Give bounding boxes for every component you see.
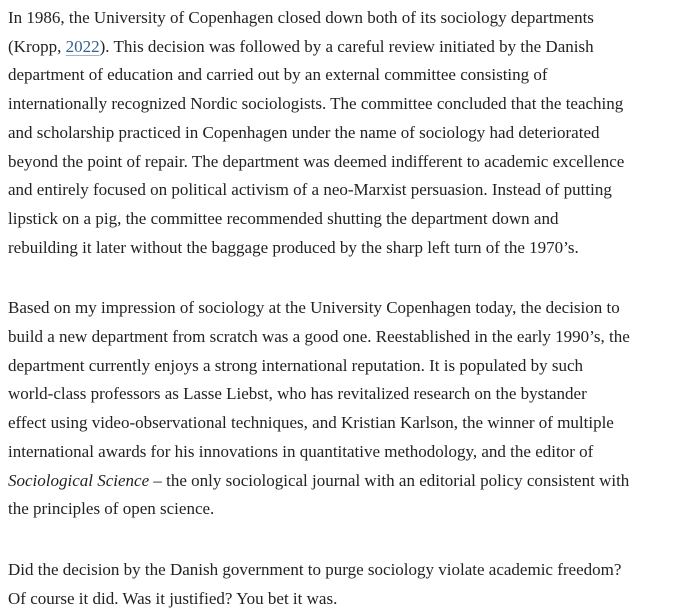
- paragraph-1: [8, 4, 672, 262]
- text-line: [8, 495, 672, 524]
- text-run: rebuilding it later without the baggage produced by the sharp left turn of the 1970’s.: [8, 237, 579, 257]
- text-run: – the only sociological journal with an editorial policy consistent with: [149, 470, 630, 490]
- text-run: In 1986, the University of Copenhagen closed down both of its sociology departments: [8, 8, 594, 27]
- text-line: [8, 148, 672, 177]
- text-line: [8, 409, 672, 438]
- journal-title: Sociological Science: [8, 470, 150, 490]
- text-line: [8, 294, 672, 323]
- text-run: (Kropp,: [8, 36, 66, 56]
- paragraph-2: [8, 294, 672, 524]
- text-line: [8, 585, 672, 613]
- text-line: [8, 234, 672, 263]
- text-run: and entirely focused on political activism of a neo-Marxist persuasion. Instead of putting: [8, 180, 612, 200]
- text-line: [8, 176, 672, 205]
- text-run: world-class professors as Lasse Liebst, who has revitalized research on the bystander: [8, 384, 587, 404]
- text-run: and scholarship practiced in Copenhagen under the name of sociology had deteriorated: [8, 122, 600, 142]
- text-line: [8, 467, 672, 496]
- text-line: [8, 323, 672, 352]
- text-run: ). This decision was followed by a careful review initiated by the Danish: [99, 36, 594, 56]
- text-run: effect using video-observational techniques, and Kristian Karlson, the winner of multiple: [8, 413, 614, 433]
- text-run: internationally recognized Nordic sociologists. The committee concluded that the teaching: [8, 94, 624, 114]
- text-line: [8, 205, 672, 234]
- text-run: international awards for his innovations in quantitative methodology, and the editor of: [8, 441, 594, 461]
- paragraph-3: [8, 556, 672, 613]
- text-line: [8, 4, 672, 33]
- text-line: [8, 90, 672, 119]
- text-run: department of education and carried out by an external committee consisting of: [8, 65, 548, 85]
- text-line: [8, 33, 672, 62]
- text-line: [8, 61, 672, 90]
- text-line: [8, 352, 672, 381]
- text-run: department currently enjoys a strong international reputation. It is populated by such: [8, 355, 584, 375]
- text-line: [8, 119, 672, 148]
- citation-link-2022[interactable]: 2022: [65, 36, 100, 56]
- text-run: build a new department from scratch was a good one. Reestablished in the early 1990’s, the: [8, 327, 630, 347]
- text-run: beyond the point of repair. The department was deemed indifferent to academic excellence: [8, 151, 625, 171]
- text-run: Did the decision by the Danish government to purge sociology violate academic freedom?: [8, 559, 622, 579]
- text-run: lipstick on a pig, the committee recommended shutting the department down and: [8, 208, 559, 228]
- text-run: Of course it did. Was it justified? You bet it was.: [8, 588, 338, 608]
- text-run: the principles of open science.: [8, 499, 215, 519]
- text-line: [8, 380, 672, 409]
- text-run: Based on my impression of sociology at the University Copenhagen today, the decision to: [8, 298, 620, 318]
- text-line: [8, 438, 672, 467]
- text-line: [8, 556, 672, 585]
